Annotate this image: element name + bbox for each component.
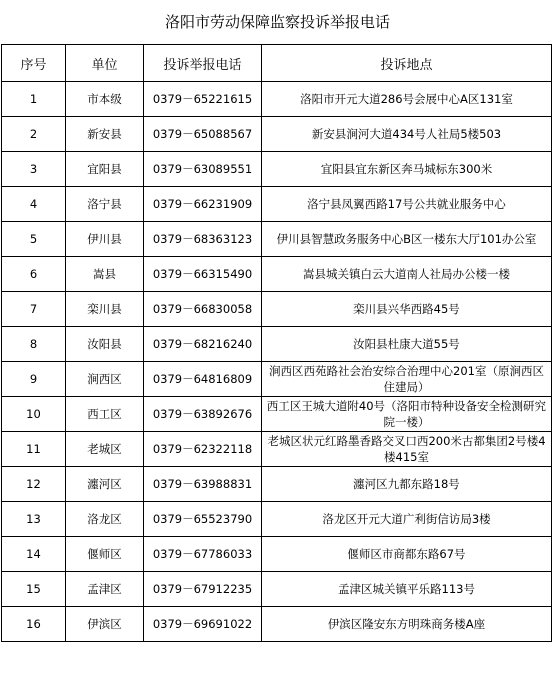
cell-phone: 0379－69691022: [144, 607, 262, 642]
cell-phone: 0379－66830058: [144, 292, 262, 327]
cell-unit: 汝阳县: [66, 327, 144, 362]
cell-unit: 老城区: [66, 432, 144, 467]
cell-address: 汝阳县杜康大道55号: [262, 327, 552, 362]
table-row: [2, 397, 552, 432]
header-unit: 单位: [66, 45, 144, 82]
complaint-phone-table: [1, 44, 552, 642]
cell-address: 伊川县智慧政务服务中心B区一楼东大厅101办公室: [262, 222, 552, 257]
cell-unit: 宜阳县: [66, 152, 144, 187]
cell-unit: 嵩县: [66, 257, 144, 292]
table-row: [2, 292, 552, 327]
cell-phone: 0379－66231909: [144, 187, 262, 222]
cell-address: 洛宁县凤翼西路17号公共就业服务中心: [262, 187, 552, 222]
cell-index: 2: [2, 117, 66, 152]
cell-phone: 0379－63089551: [144, 152, 262, 187]
cell-index: 1: [2, 82, 66, 117]
cell-phone: 0379－67912235: [144, 572, 262, 607]
table-row: [2, 467, 552, 502]
cell-index: 9: [2, 362, 66, 397]
cell-unit: 洛龙区: [66, 502, 144, 537]
cell-address: 宜阳县宜东新区奔马城标东300米: [262, 152, 552, 187]
table-row: [2, 362, 552, 397]
cell-index: 5: [2, 222, 66, 257]
cell-address: 老城区状元红路墨香路交叉口西200米古都集团2号楼4楼415室: [262, 432, 552, 467]
cell-address: 西工区王城大道附40号（洛阳市特种设备安全检测研究院一楼）: [262, 397, 552, 432]
cell-phone: 0379－65088567: [144, 117, 262, 152]
cell-unit: 新安县: [66, 117, 144, 152]
table-row: [2, 257, 552, 292]
table-header-row: [2, 45, 552, 82]
cell-index: 16: [2, 607, 66, 642]
cell-phone: 0379－67786033: [144, 537, 262, 572]
cell-address: 孟津区城关镇平乐路113号: [262, 572, 552, 607]
table-row: [2, 327, 552, 362]
cell-phone: 0379－63988831: [144, 467, 262, 502]
table-row: [2, 187, 552, 222]
cell-unit: 瀍河区: [66, 467, 144, 502]
cell-unit: 栾川县: [66, 292, 144, 327]
cell-unit: 伊川县: [66, 222, 144, 257]
cell-index: 13: [2, 502, 66, 537]
cell-address: 新安县涧河大道434号人社局5楼503: [262, 117, 552, 152]
cell-phone: 0379－65523790: [144, 502, 262, 537]
header-index: 序号: [2, 45, 66, 82]
cell-index: 3: [2, 152, 66, 187]
cell-index: 7: [2, 292, 66, 327]
cell-unit: 孟津区: [66, 572, 144, 607]
cell-index: 4: [2, 187, 66, 222]
header-phone: 投诉举报电话: [144, 45, 262, 82]
cell-phone: 0379－68216240: [144, 327, 262, 362]
cell-phone: 0379－68363123: [144, 222, 262, 257]
table-body: [2, 82, 552, 642]
cell-unit: 伊滨区: [66, 607, 144, 642]
cell-address: 栾川县兴华西路45号: [262, 292, 552, 327]
cell-unit: 涧西区: [66, 362, 144, 397]
cell-phone: 0379－64816809: [144, 362, 262, 397]
cell-address: 涧西区西苑路社会治安综合治理中心201室（原涧西区住建局）: [262, 362, 552, 397]
cell-index: 11: [2, 432, 66, 467]
cell-index: 14: [2, 537, 66, 572]
table-row: [2, 432, 552, 467]
cell-index: 10: [2, 397, 66, 432]
cell-unit: 偃师区: [66, 537, 144, 572]
table-row: [2, 502, 552, 537]
table-row: [2, 572, 552, 607]
cell-unit: 洛宁县: [66, 187, 144, 222]
cell-address: 瀍河区九都东路18号: [262, 467, 552, 502]
page-title: 洛阳市劳动保障监察投诉举报电话: [164, 13, 390, 31]
cell-index: 15: [2, 572, 66, 607]
cell-index: 12: [2, 467, 66, 502]
table-row: [2, 222, 552, 257]
table-row: [2, 607, 552, 642]
cell-phone: 0379－65221615: [144, 82, 262, 117]
cell-index: 6: [2, 257, 66, 292]
table-row: [2, 117, 552, 152]
cell-address: 伊滨区隆安东方明珠商务楼A座: [262, 607, 552, 642]
cell-address: 嵩县城关镇白云大道南人社局办公楼一楼: [262, 257, 552, 292]
cell-address: 洛阳市开元大道286号会展中心A区131室: [262, 82, 552, 117]
table-row: [2, 537, 552, 572]
cell-address: 偃师区市商都东路67号: [262, 537, 552, 572]
cell-unit: 西工区: [66, 397, 144, 432]
cell-address: 洛龙区开元大道广利街信访局3楼: [262, 502, 552, 537]
cell-index: 8: [2, 327, 66, 362]
table-row: [2, 82, 552, 117]
cell-phone: 0379－66315490: [144, 257, 262, 292]
cell-unit: 市本级: [66, 82, 144, 117]
header-address: 投诉地点: [262, 45, 552, 82]
cell-phone: 0379－63892676: [144, 397, 262, 432]
cell-phone: 0379－62322118: [144, 432, 262, 467]
table-row: [2, 152, 552, 187]
